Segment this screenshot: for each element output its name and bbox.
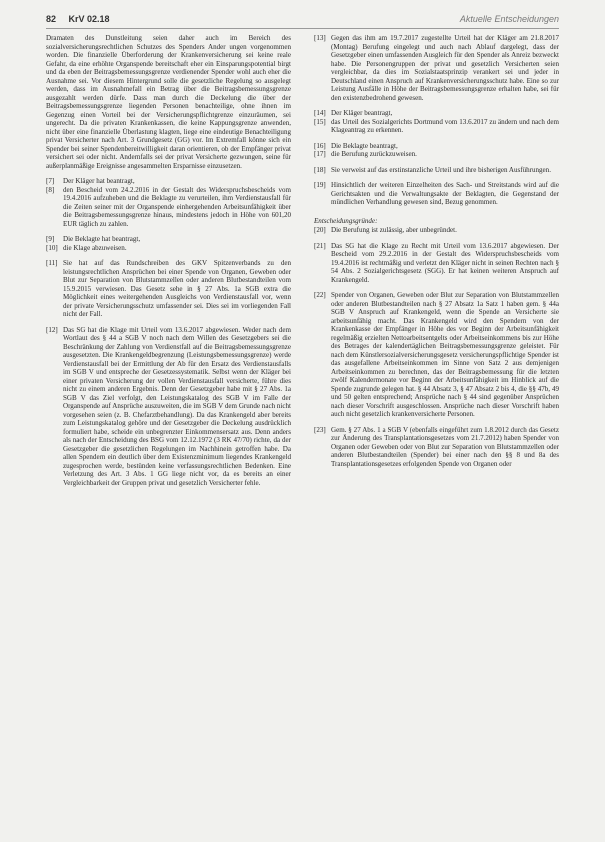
paragraph-text: Hinsichtlich der weiteren Einzelheiten des Sach- und Streitstands wird auf die Gerichtsakten und die Verwaltungsakte der Beklagten, die Gegenstand der mündlichen Verhandlung gewesen sind, Bezug genommen.	[331, 181, 559, 206]
right-column	[314, 34, 559, 468]
paragraph-number: [19]	[314, 181, 326, 189]
paragraph-text: den Bescheid vom 24.2.2016 in der Gestalt des Widerspruchsbescheids vom 19.4.2016 aufzuheben und die Beklagte zu verurteilen, ihm Verdienstausfall für die Zeiten seiner mit der Organspende einhergehenden Arbeitsunfähigkeit über die Beitragsbemessungsgrenze hinaus, mindestens jedoch in Höhe von 601,20 EUR täglich zu zahlen.	[63, 185, 291, 228]
intro-paragraph: Dramaten des Dunstleitung seien daher auch im Bereich des sozialversicherungsrechtlichen Schutzes des Spenders Ander ungen vorgenommen worden. Die finanzielle Überforderung der Krankenversicherung sei keine reale Gefahr, da eine erhöhte Organspende bereitschaft eher ein Einsparungspotential birgt und da eben der Beitragsbemessungsgrenze verdienender Spender wohl auch eher die Ausnahme sei. Vor diesem Hintergrund solle die gesetzliche Regelung so ausgelegt werden, dass im Ausnahmefall ein Betrag über die Beitragsbemessungsgrenze ausgezahlt werden dürfe. Dass man durch die Deckelung die über der Beitragsbemessungsgrenze liegenden Personen benachteilige, ohne ihnen im Gegenzug einen Vorteil bei der Versicherungspflichtgrenze einzuräumen, sei ungerecht. Da die privaten Krankenkassen, die keine Kappungsgrenze anwenden, nicht über eine finanzielle Überlastung klagten, liege eine eindeutige Benachteiligung privat Versicherter nach Art. 3 Grundgesetz (GG) vor. Im Extremfall könne sich ein Spender bei seiner Spendenbereitwilligkeit daran orientieren, ob der Empfänger privat versichert sei oder nicht. Andernfalls sei der privat Versicherte gezwungen, seine für außerplanmäßige Ereignisse angesammelten Ersparnisse einzusetzen.	[46, 34, 291, 170]
paragraph-number: [11]	[46, 259, 58, 267]
paragraph-number: [8]	[46, 185, 55, 194]
paragraph-number: [18]	[314, 165, 326, 174]
paragraph-number: [15]	[314, 117, 326, 126]
page-number: 82	[46, 14, 57, 24]
numbered-paragraph	[314, 291, 559, 419]
paragraph-text: Spender von Organen, Geweben oder Blut zur Separation von Blutstammzellen oder anderen Blutbestandteilen nach § 27 Absatz 1a Satz 1 haben gem. § 44a SGB V Anspruch auf Krankengeld, wenn die Spende an Versicherte sie arbeitsunfähig macht. Das Krankengeld wird den Spendern von der Krankenkasse der Empfänger in Höhe des vor Beginn der Arbeitsunfähigkeit regelmäßig erzielten Nettoarbeitsentgelts oder Arbeitseinkommens bis zur Höhe des Betrages der kalendertäglichen Beitragsbemessungsgrenze geleistet. Für nach dem Künstlersozialversicherungsgesetz versicherungspflichtige Spender ist das ausgefallene Arbeitseinkommen im Sinne von Satz 2 aus demjenigen Arbeitseinkommen zu berechnen, das der Beitragsbemessung für die letzten zwölf Kalendermonate vor Beginn der Arbeitsunfähigkeit im Hinblick auf die Spende zugrunde gelegen hat. § 44 Absatz 3, § 47 Absatz 2 bis 4, die §§ 47b, 49 und 50 gelten entsprechend; Ansprüche nach § 44 sind gegenüber Ansprüchen nach dieser Vorschrift ausgeschlossen. Ansprüche nach dieser Vorschrift haben auch nicht gesetzlich krankenversicherte Personen.	[331, 291, 559, 418]
paragraph-text: Die Berufung ist zulässig, aber unbegründet.	[331, 226, 457, 234]
right-numbered-list-b	[314, 226, 559, 468]
running-header	[46, 14, 559, 29]
paragraph-number: [17]	[314, 150, 326, 158]
numbered-paragraph	[46, 244, 291, 253]
right-numbered-list-a	[314, 34, 559, 207]
paragraph-number: [20]	[314, 226, 326, 234]
paragraph-number: [21]	[314, 241, 326, 250]
numbered-paragraph	[314, 226, 559, 235]
paragraph-text: Gem. § 27 Abs. 1 a SGB V (ebenfalls eingeführt zum 1.8.2012 durch das Gesetz zur Änderung des Transplantationsgesetzes vom 21.7.2012) haben Spender von Organen oder Geweben oder von Blut zur Separation von Blutstammzellen oder anderen Blutbestandteilen (Spender) bei einer nach den §§ 8 und 8a des Transplantationsgesetzes erfolgenden Spende von Organen oder	[331, 425, 559, 468]
section-heading: Entscheidungsgründe:	[314, 216, 378, 225]
numbered-paragraph	[46, 235, 291, 244]
paragraph-text: Die Beklagte beantragt,	[331, 141, 398, 150]
paragraph-text: die Berufung zurückzuweisen.	[331, 150, 417, 158]
paragraph-text: Der Kläger beantragt,	[331, 109, 393, 117]
numbered-paragraph	[46, 177, 291, 186]
left-numbered-list	[46, 177, 291, 487]
paragraph-number: [12]	[46, 325, 58, 334]
paragraph-number: [23]	[314, 425, 326, 434]
paragraph-text: Die Beklagte hat beantragt,	[63, 235, 141, 243]
paragraph-text: die Klage abzuweisen.	[63, 243, 127, 252]
numbered-paragraph	[46, 186, 291, 229]
paragraph-number: [10]	[46, 243, 58, 252]
paragraph-number: [13]	[314, 34, 326, 42]
paragraph-number: [16]	[314, 141, 326, 150]
paragraph-number: [7]	[46, 177, 55, 185]
paragraph-text: Das SG hat die Klage mit Urteil vom 13.6.2017 abgewiesen. Weder nach dem Wortlaut des § 44 a SGB V noch nach dem Willen des Gesetzgebers sei die Beschränkung der Zahlung von Verdienstfall auf die Beitragsbemessungsgrenze ausgesetzten. Die Krankengeldbegrenzung (Leistungsbemessungsgrenze) werde Verdienstausfall bei der Ermittlung der Ab für den Ersatz des Verdienstausfalls im SGB V und entspreche der Gesetzessystematik. Selbst wenn der Kläger bei einer privaten Versicherung der vollen Verdienstausfall versicherte, führe dies nicht zu einem anderen Ergebnis. Denn der Gesetzgeber habe mit § 27 Abs. 1a SGB V das Ziel verfolgt, den Leistungskatalog des SGB V im Falle der Organspende auf Ansprüche auszuweiten, die im SGB V dem Grunde nach nicht vorgesehen seien (z. B. Chefarztbehandlung). Da das Krankengeld aber bereits zum Leistungskatalog gehöre und der Gesetzgeber die Deckelung ausdrücklich formuliert habe, scheide ein unbegrenzter Einkommensersatz aus. Denn anders als nach der Entscheidung des BSG vom 12.12.1972 (3 RK 47/70) richte, da der Gesetzgeber die gesetzlichen Regelungen im Nachhinein getroffen habe. Da allen Spendern ein deutlich über dem Existenzminimum liegendes Krankengeld zugesprochen werde, bestünden keine verfassungsrechtlichen Bedenken. Eine Verletzung des Art. 3 Abs. 1 GG liege nicht vor, da es bereits an einer Vergleichbarkeit der Gruppen privat und gesetzlich Versicherter fehle.	[63, 325, 291, 487]
numbered-paragraph	[314, 118, 559, 135]
section-title: Aktuelle Entscheidungen	[459, 14, 559, 24]
left-column	[46, 34, 291, 487]
numbered-paragraph	[46, 259, 291, 319]
numbered-paragraph	[314, 166, 559, 175]
paragraph-number: [14]	[314, 109, 326, 117]
numbered-paragraph	[314, 426, 559, 469]
numbered-paragraph	[314, 181, 559, 207]
paragraph-text: Gegen das ihm am 19.7.2017 zugestellte Urteil hat der Kläger am 21.8.2017 (Montag) Berufung eingelegt und auch nach Ablauf dargelegt, dass der Gesetzgeber einen umfassenden Ausgleich für den Spender als Anreiz bezweckt habe. Die Personengruppen der privat und gesetzlich Versicherten seien vergleichbar, da dies im Sozialstaatsprinzip verankert sei und jeder in Deutschland einen Anspruch auf Krankenversicherungsschutz habe. Eine so zur Leistung Ausfälle in Höhe der Beitragsbemessungsgrenze erhalten habe, sei für den existenzbedrohend gewesen.	[331, 34, 559, 102]
paragraph-text: Sie hat auf das Rundschreiben des GKV Spitzenverbands zu den leistungsrechtlichen Ansprüchen bei einer Spende von Organen, Geweben oder Blut zur Separation von Blutstammzellen oder anderen Blutbestandteilen vom 15.9.2015 verwiesen. Das Gesetz sehe in § 27 Abs. 1a SGB extra die Möglichkeit eines weitergehenden Ausgleichs von Verdienstausfall vor, wenn der private Versicherungsschutz umfassender sei. Dies sei im vorliegenden Fall nicht der Fall.	[63, 259, 291, 318]
numbered-paragraph	[314, 34, 559, 102]
numbered-paragraph	[314, 242, 559, 285]
paragraph-text: Der Kläger hat beantragt,	[63, 177, 135, 185]
paragraph-number: [9]	[46, 235, 55, 243]
paragraph-text: Das SG hat die Klage zu Recht mit Urteil vom 13.6.2017 abgewiesen. Der Bescheid vom 29.2.2016 in der Gestalt des Widerspruchsbescheids vom 19.4.2016 ist rechtmäßig und verletzt den Kläger nicht in seinen Rechten nach § 54 Abs. 2 Sozialgerichtsgesetz (SGG). Er hat keinen weiteren Anspruch auf Krankengeld.	[331, 241, 559, 284]
numbered-paragraph	[314, 150, 559, 159]
paragraph-text: das Urteil des Sozialgerichts Dortmund vom 13.6.2017 zu ändern und nach dem Klageantrag zu erkennen.	[331, 117, 559, 134]
numbered-paragraph	[46, 326, 291, 488]
journal-name: KrV 02.18	[68, 14, 110, 24]
paragraph-number: [22]	[314, 291, 326, 299]
paragraph-text: Sie verweist auf das erstinstanzliche Urteil und ihre bisherigen Ausführungen.	[331, 165, 551, 174]
numbered-paragraph	[314, 142, 559, 151]
numbered-paragraph	[314, 109, 559, 118]
